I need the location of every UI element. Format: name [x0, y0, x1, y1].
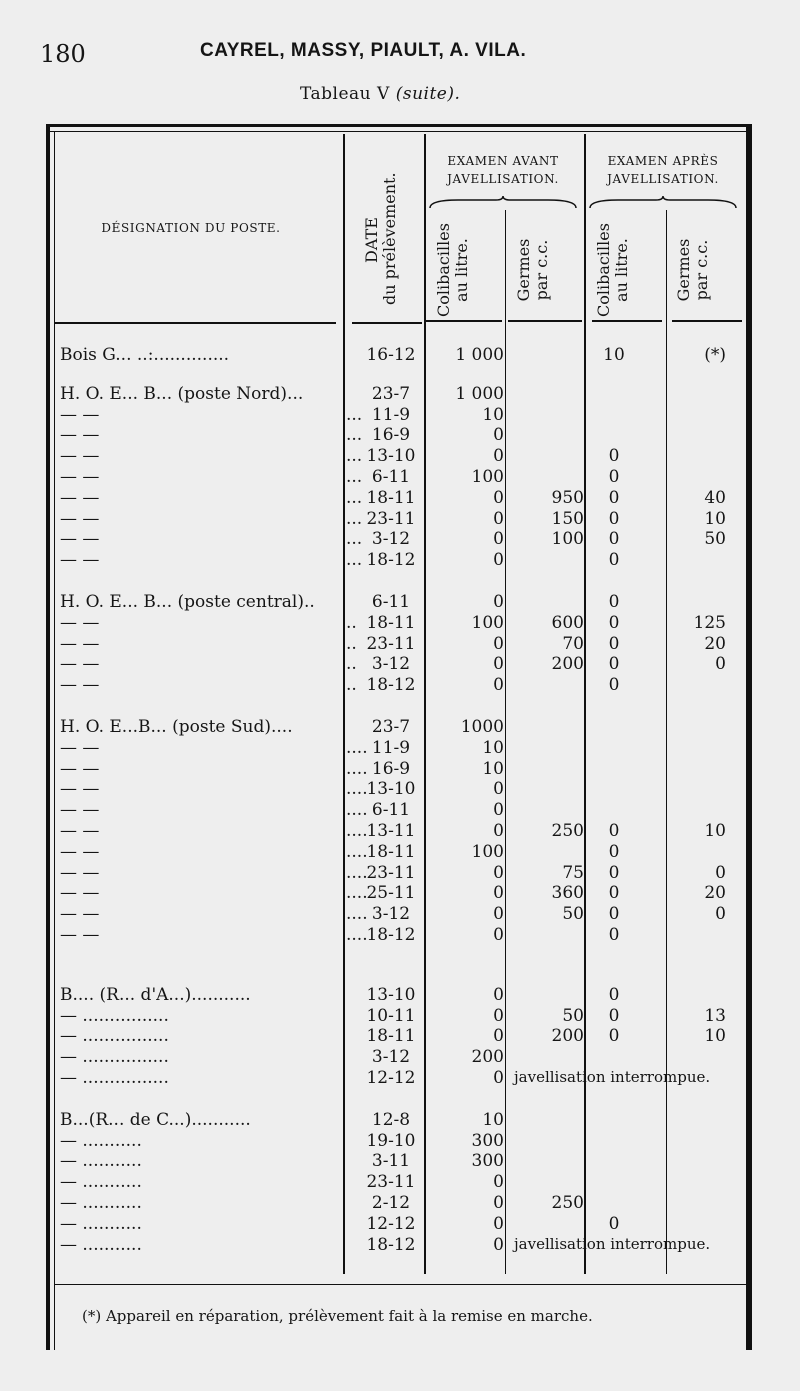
- table-row: [46, 634, 746, 655]
- cell-gp: 13: [704, 1005, 726, 1026]
- cell-name: — —: [60, 904, 100, 925]
- cell-date: 2-12: [371, 1193, 411, 1213]
- cell-name: — ...........: [60, 1234, 142, 1255]
- cell-ga: 200: [551, 654, 584, 675]
- coli-apres-line-1: Colibacilles: [594, 223, 613, 317]
- header-bottom-rule-4: [508, 320, 582, 322]
- cell-name: — —: [60, 758, 100, 779]
- cell-cp: 0: [608, 675, 620, 696]
- cell-cp: 0: [608, 487, 620, 508]
- cell-gp: 50: [704, 529, 726, 550]
- cell-name: — —: [60, 612, 100, 633]
- table-row: [46, 446, 746, 467]
- cell-date: 23-11: [366, 1172, 416, 1193]
- date-line-1: DATE: [362, 217, 381, 263]
- cell-name: — ...........: [60, 1151, 142, 1172]
- cell-cp: 0: [608, 883, 620, 904]
- cell-name: — —: [60, 529, 100, 550]
- cell-cp: 0: [608, 633, 620, 654]
- cell-cb: 0: [493, 800, 504, 821]
- cell-name: — —: [60, 841, 100, 862]
- footnote: (*) Appareil en réparation, prélèvement fait à la remise en marche.: [82, 1307, 593, 1325]
- table-row: [46, 1214, 746, 1235]
- cell-cp: 0: [608, 592, 620, 612]
- cell-gp: 10: [704, 1026, 726, 1047]
- cell-gp: 40: [704, 487, 726, 508]
- cell-cb: 0: [493, 508, 504, 529]
- caption-suite: (suite).: [395, 84, 461, 104]
- cell-date: 13-10: [366, 779, 416, 800]
- cell-cp: 0: [608, 904, 620, 925]
- header-bottom-rule-2: [352, 322, 422, 324]
- cell-ga: 150: [551, 508, 584, 529]
- cell-cp: 0: [608, 1213, 620, 1234]
- cell-cb: 200: [471, 1047, 504, 1068]
- table-row: [46, 509, 746, 530]
- cell-date: 6-11: [371, 467, 411, 487]
- cell-name: — —: [60, 446, 100, 467]
- cell-name: — —: [60, 800, 100, 821]
- table-row: [46, 675, 746, 696]
- cell-cb: 1 000: [455, 345, 504, 365]
- col-header-date: [362, 172, 403, 305]
- cell-date: 10-11: [366, 1005, 416, 1026]
- caption-prefix: Tableau V: [300, 84, 390, 104]
- cell-date: 18-12: [366, 1234, 416, 1255]
- col-header-germes-apres: [675, 225, 715, 315]
- cell-dots: ...: [346, 404, 363, 425]
- cell-cb: 0: [493, 821, 504, 841]
- cell-date: 23-11: [366, 862, 416, 883]
- cell-dots: ....: [346, 841, 368, 862]
- cell-date: 18-12: [366, 675, 416, 696]
- cell-date: 23-7: [371, 383, 411, 404]
- cell-note: javellisation interrompue.: [514, 1234, 711, 1253]
- cell-cb: 0: [493, 1068, 504, 1088]
- cell-name: H. O. E...B... (poste Sud)....: [60, 717, 293, 737]
- cell-date: 12-12: [366, 1213, 416, 1234]
- cell-date: 18-11: [366, 841, 416, 862]
- cell-cb: 0: [493, 883, 504, 904]
- cell-cp: 0: [608, 984, 620, 1005]
- cell-name: — —: [60, 925, 100, 945]
- table-row: [46, 842, 746, 863]
- table-row: [46, 904, 746, 925]
- cell-name: — —: [60, 508, 100, 529]
- cell-ga: 250: [551, 821, 584, 841]
- cell-cp: 0: [608, 550, 620, 571]
- cell-date: 19-10: [366, 1130, 416, 1151]
- cell-cb: 100: [471, 467, 504, 487]
- cell-dots: ...: [346, 425, 363, 446]
- cell-cb: 0: [493, 925, 504, 945]
- cell-date: 23-11: [366, 633, 416, 654]
- table-row: [46, 1068, 746, 1089]
- cell-dots: ...: [346, 529, 363, 550]
- cell-date: 16-9: [371, 758, 411, 779]
- cell-ga: 950: [551, 487, 584, 508]
- cell-name: — —: [60, 737, 100, 758]
- cell-cb: 0: [493, 779, 504, 800]
- cell-dots: ....: [346, 821, 368, 841]
- cell-cp: 0: [608, 862, 620, 883]
- table-row: [46, 1006, 746, 1027]
- cell-cp: 0: [608, 1005, 620, 1026]
- cell-cb: 0: [493, 425, 504, 446]
- cell-name: — —: [60, 487, 100, 508]
- cell-dots: ..: [346, 675, 357, 696]
- cell-cb: 10: [482, 758, 504, 779]
- table-row: [46, 779, 746, 800]
- date-line-2: du prélèvement.: [380, 172, 399, 305]
- cell-date: 11-9: [371, 737, 411, 758]
- cell-cb: 0: [493, 984, 504, 1005]
- table-row: [46, 800, 746, 821]
- cell-gp: 20: [704, 883, 726, 904]
- table-row: [46, 529, 746, 550]
- cell-cb: 0: [493, 862, 504, 883]
- cell-name: — —: [60, 654, 100, 675]
- cell-cp: 0: [608, 446, 620, 467]
- cell-dots: ....: [346, 883, 368, 904]
- header-bottom-rule-6: [672, 320, 742, 322]
- table-row: [46, 925, 746, 946]
- cell-cb: 0: [493, 1234, 504, 1255]
- table-row: [46, 717, 746, 738]
- cell-dots: ....: [346, 925, 368, 945]
- cell-cp: 0: [608, 467, 620, 487]
- cell-cb: 10: [482, 737, 504, 758]
- cell-dots: ....: [346, 779, 368, 800]
- cell-ga: 200: [551, 1026, 584, 1047]
- cell-name: — —: [60, 633, 100, 654]
- cell-gp: 125: [693, 612, 726, 633]
- cell-cb: 0: [493, 904, 504, 925]
- table-row: [46, 1110, 746, 1131]
- apres-line-2: JAVELLISATION.: [607, 172, 719, 186]
- table-row: [46, 654, 746, 675]
- cell-name: — —: [60, 779, 100, 800]
- table-row: [46, 425, 746, 446]
- col-header-coli-apres: [595, 215, 635, 325]
- col-header-germes-avant: [515, 225, 555, 315]
- running-header-authors: CAYREL, MASSY, PIAULT, A. VILA.: [200, 40, 527, 61]
- cell-cb: 0: [493, 1193, 504, 1213]
- top-rule-inner: [46, 131, 752, 132]
- table-row: [46, 1047, 746, 1068]
- cell-ga: 75: [562, 862, 584, 883]
- cell-cb: 0: [493, 446, 504, 467]
- cell-dots: ....: [346, 904, 368, 925]
- cell-name: — —: [60, 862, 100, 883]
- cell-dots: ....: [346, 862, 368, 883]
- cell-ga: 250: [551, 1193, 584, 1213]
- cell-date: 6-11: [371, 800, 411, 821]
- coli-avant-line-1: Colibacilles: [434, 223, 453, 317]
- cell-cp: 10: [603, 345, 625, 365]
- cell-cb: 0: [493, 529, 504, 550]
- cell-note: javellisation interrompue.: [514, 1068, 711, 1086]
- cell-date: 3-11: [371, 1151, 411, 1172]
- cell-gp: 0: [715, 654, 726, 675]
- cell-cb: 0: [493, 675, 504, 696]
- table-row: [46, 405, 746, 426]
- table-row: [46, 738, 746, 759]
- table-row: [46, 1131, 746, 1152]
- cell-dots: ..: [346, 612, 357, 633]
- brace-avant: [428, 196, 578, 210]
- right-rule: [746, 124, 752, 1350]
- table-row: [46, 1026, 746, 1047]
- cell-name: Bois G... ..:..............: [60, 345, 230, 365]
- cell-date: 3-12: [371, 904, 411, 925]
- cell-date: 13-10: [366, 446, 416, 467]
- table-row: [46, 863, 746, 884]
- cell-name: — ...........: [60, 1130, 142, 1151]
- cell-dots: ...: [346, 446, 363, 467]
- cell-date: 12-8: [371, 1109, 411, 1130]
- table-row: [46, 985, 746, 1006]
- cell-cb: 10: [482, 404, 504, 425]
- table-frame: [46, 124, 752, 1350]
- cell-cb: 1000: [460, 717, 504, 737]
- cell-cp: 0: [608, 841, 620, 862]
- cell-name: — ...........: [60, 1193, 142, 1213]
- cell-name: — —: [60, 883, 100, 904]
- cell-cb: 10: [482, 1109, 504, 1130]
- coli-apres-line-2: au litre.: [612, 238, 631, 302]
- cell-name: — —: [60, 675, 100, 696]
- cell-date: 18-11: [366, 612, 416, 633]
- cell-ga: 100: [551, 529, 584, 550]
- table-row: [46, 592, 746, 613]
- cell-cb: 0: [493, 592, 504, 612]
- col-rule-avant: [424, 134, 426, 1274]
- cell-date: 25-11: [366, 883, 416, 904]
- cell-date: 6-11: [371, 592, 411, 612]
- cell-cb: 300: [471, 1130, 504, 1151]
- cell-gp: 20: [704, 633, 726, 654]
- col-header-avant: [428, 152, 578, 188]
- cell-name: H. O. E... B... (poste Nord)...: [60, 383, 304, 404]
- cell-name: — —: [60, 425, 100, 446]
- cell-dots: ...: [346, 467, 363, 487]
- cell-name: — ...........: [60, 1213, 142, 1234]
- cell-dots: ...: [346, 508, 363, 529]
- cell-cp: 0: [608, 508, 620, 529]
- table-row: [46, 345, 746, 366]
- table-row: [46, 384, 746, 405]
- col-header-apres: [588, 152, 738, 188]
- cell-dots: ....: [346, 737, 368, 758]
- cell-date: 18-12: [366, 925, 416, 945]
- cell-cb: 0: [493, 550, 504, 571]
- cell-date: 3-12: [371, 1047, 411, 1068]
- germes-apres-line-2: par c.c.: [692, 239, 711, 301]
- cell-name: — —: [60, 821, 100, 841]
- cell-dots: ...: [346, 550, 363, 571]
- table-row: [46, 1151, 746, 1172]
- cell-ga: 600: [551, 612, 584, 633]
- cell-date: 16-12: [366, 345, 416, 365]
- table-row: [46, 488, 746, 509]
- cell-gp: 0: [715, 904, 726, 925]
- cell-name: — —: [60, 550, 100, 571]
- cell-ga: 50: [562, 1005, 584, 1026]
- cell-name: B.... (R... d'A...)...........: [60, 984, 251, 1005]
- header-bottom-rule-1: [54, 322, 336, 324]
- table-row: [46, 759, 746, 780]
- table-row: [46, 1172, 746, 1193]
- cell-date: 18-11: [366, 487, 416, 508]
- cell-date: 18-11: [366, 1026, 416, 1047]
- cell-name: — —: [60, 404, 100, 425]
- col-rule-apres: [584, 134, 586, 1274]
- germes-avant-line-1: Germes: [514, 238, 533, 302]
- brace-apres: [588, 196, 738, 210]
- cell-date: 12-12: [366, 1068, 416, 1088]
- cell-dots: ....: [346, 758, 368, 779]
- cell-gp: (*): [704, 345, 726, 365]
- cell-dots: ....: [346, 800, 368, 821]
- page-number: 180: [40, 40, 86, 68]
- cell-date: 13-11: [366, 821, 416, 841]
- col-rule-date: [343, 134, 345, 1274]
- cell-cb: 100: [471, 841, 504, 862]
- table-row: [46, 1193, 746, 1214]
- avant-line-2: JAVELLISATION.: [447, 172, 559, 186]
- cell-name: H. O. E... B... (poste central)..: [60, 592, 315, 612]
- cell-name: B...(R... de C...)...........: [60, 1109, 251, 1130]
- table-row: [46, 883, 746, 904]
- cell-gp: 0: [715, 862, 726, 883]
- cell-dots: ..: [346, 654, 357, 675]
- cell-name: — ................: [60, 1047, 169, 1068]
- cell-cb: 0: [493, 1172, 504, 1193]
- cell-date: 3-12: [371, 529, 411, 550]
- cell-cb: 0: [493, 633, 504, 654]
- germes-apres-line-1: Germes: [674, 238, 693, 302]
- cell-dots: ..: [346, 633, 357, 654]
- cell-ga: 70: [562, 633, 584, 654]
- cell-name: — ...........: [60, 1172, 142, 1193]
- col-header-designation: DÉSIGNATION DU POSTE.: [101, 221, 281, 235]
- top-rule: [46, 124, 752, 127]
- cell-ga: 50: [562, 904, 584, 925]
- table-row: [46, 821, 746, 842]
- cell-gp: 10: [704, 821, 726, 841]
- cell-cp: 0: [608, 821, 620, 841]
- bottom-rule: [54, 1284, 746, 1285]
- cell-name: — ................: [60, 1068, 169, 1088]
- cell-ga: 360: [551, 883, 584, 904]
- table-row: [46, 613, 746, 634]
- cell-dots: ...: [346, 487, 363, 508]
- cell-name: — ................: [60, 1026, 169, 1047]
- table-row: [46, 1235, 746, 1256]
- cell-cp: 0: [608, 925, 620, 945]
- cell-date: 16-9: [371, 425, 411, 446]
- cell-cb: 0: [493, 1005, 504, 1026]
- cell-date: 18-12: [366, 550, 416, 571]
- cell-cb: 300: [471, 1151, 504, 1172]
- cell-date: 23-7: [371, 717, 411, 737]
- germes-avant-line-2: par c.c.: [532, 239, 551, 301]
- cell-name: — —: [60, 467, 100, 487]
- cell-cp: 0: [608, 654, 620, 675]
- cell-cb: 0: [493, 1026, 504, 1047]
- cell-cb: 1 000: [455, 383, 504, 404]
- cell-date: 13-10: [366, 984, 416, 1005]
- table-caption: [300, 84, 460, 104]
- cell-cb: 0: [493, 1213, 504, 1234]
- apres-line-1: EXAMEN APRÈS: [607, 154, 719, 168]
- cell-date: 23-11: [366, 508, 416, 529]
- cell-date: 3-12: [371, 654, 411, 675]
- cell-name: — ................: [60, 1005, 169, 1026]
- cell-date: 11-9: [371, 404, 411, 425]
- coli-avant-line-2: au litre.: [452, 238, 471, 302]
- cell-cp: 0: [608, 612, 620, 633]
- cell-gp: 10: [704, 508, 726, 529]
- cell-cb: 100: [471, 612, 504, 633]
- cell-cp: 0: [608, 529, 620, 550]
- cell-cb: 0: [493, 487, 504, 508]
- cell-cb: 0: [493, 654, 504, 675]
- avant-line-1: EXAMEN AVANT: [447, 154, 559, 168]
- col-header-coli-avant: [435, 215, 475, 325]
- cell-cp: 0: [608, 1026, 620, 1047]
- table-row: [46, 550, 746, 571]
- table-row: [46, 467, 746, 488]
